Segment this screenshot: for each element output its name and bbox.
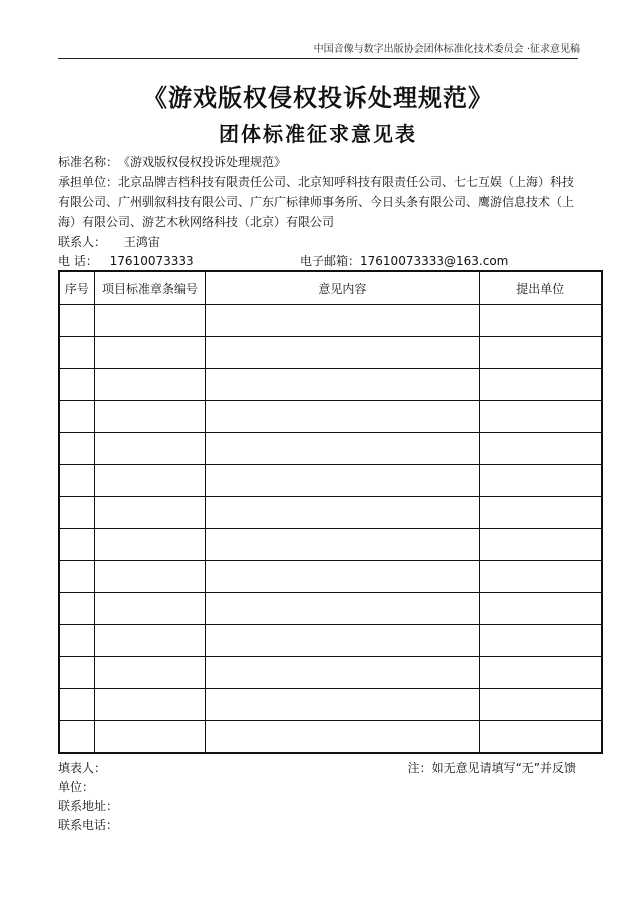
table-row: [59, 497, 602, 529]
opinion-cell[interactable]: [206, 625, 479, 657]
unit-cell[interactable]: [479, 497, 602, 529]
contact-label: 联系人：: [58, 235, 107, 249]
serial-cell[interactable]: [59, 305, 94, 337]
unit-cell[interactable]: [479, 689, 602, 721]
standard-name-line: [58, 152, 580, 172]
unit-cell[interactable]: [479, 657, 602, 689]
unit-cell[interactable]: [479, 369, 602, 401]
serial-cell[interactable]: [59, 497, 94, 529]
email-label: 电子邮箱：: [300, 254, 361, 268]
serial-cell[interactable]: [59, 593, 94, 625]
unit-cell[interactable]: [479, 433, 602, 465]
unit-cell[interactable]: [479, 561, 602, 593]
opinion-cell[interactable]: [206, 305, 479, 337]
table-row: [59, 625, 602, 657]
clause-cell[interactable]: [94, 657, 206, 689]
contact-line: [58, 233, 160, 251]
serial-cell[interactable]: [59, 561, 94, 593]
unit-cell[interactable]: [479, 465, 602, 497]
address-label: 联系地址：: [58, 799, 119, 813]
footer-note: 注：如无意见请填写“无”并反馈: [407, 761, 576, 775]
table-row: [59, 561, 602, 593]
clause-cell[interactable]: [94, 305, 206, 337]
table-row: [59, 401, 602, 433]
clause-cell[interactable]: [94, 401, 206, 433]
serial-cell[interactable]: [59, 529, 94, 561]
clause-cell[interactable]: [94, 625, 206, 657]
table-row: [59, 433, 602, 465]
contact-phone-label: 联系电话：: [58, 818, 119, 832]
serial-cell[interactable]: [59, 657, 94, 689]
address-line: [58, 797, 118, 815]
opinion-cell[interactable]: [206, 689, 479, 721]
clause-cell[interactable]: [94, 433, 206, 465]
serial-cell[interactable]: [59, 401, 94, 433]
table-row: [59, 593, 602, 625]
table-row: [59, 721, 602, 754]
table-row: [59, 305, 602, 337]
header-clause-number: 项目标准章条编号: [94, 271, 206, 305]
phone-line: [58, 252, 194, 270]
standard-name-label: 标准名称：: [58, 155, 119, 169]
table-row: [59, 529, 602, 561]
clause-cell[interactable]: [94, 369, 206, 401]
clause-cell[interactable]: [94, 337, 206, 369]
opinion-table: [58, 270, 603, 754]
serial-cell[interactable]: [59, 337, 94, 369]
filler-line: [58, 759, 106, 777]
serial-cell[interactable]: [59, 689, 94, 721]
unit-cell[interactable]: [479, 593, 602, 625]
unit-cell[interactable]: [479, 337, 602, 369]
opinion-cell[interactable]: [206, 593, 479, 625]
standard-name-value: 《游戏版权侵权投诉处理规范》: [118, 155, 287, 169]
table-row: [59, 337, 602, 369]
opinion-cell[interactable]: [206, 561, 479, 593]
header-submitting-unit: 提出单位: [479, 271, 602, 305]
serial-cell[interactable]: [59, 433, 94, 465]
contact-value: 王鸿宙: [123, 235, 160, 249]
email-value: 17610073333@163.com: [360, 254, 509, 268]
unit-cell[interactable]: [479, 721, 602, 754]
opinion-cell[interactable]: [206, 369, 479, 401]
serial-cell[interactable]: [59, 625, 94, 657]
unit-cell[interactable]: [479, 529, 602, 561]
opinion-cell[interactable]: [206, 337, 479, 369]
serial-cell[interactable]: [59, 721, 94, 754]
table-row: [59, 689, 602, 721]
document-subtitle: 团体标准征求意见表: [219, 122, 417, 146]
table-row: [59, 465, 602, 497]
opinion-cell[interactable]: [206, 433, 479, 465]
unit-cell[interactable]: [479, 625, 602, 657]
clause-cell[interactable]: [94, 561, 206, 593]
header-divider: [58, 58, 578, 59]
unit-line: [58, 778, 94, 796]
opinion-cell[interactable]: [206, 529, 479, 561]
header-serial: 序号: [59, 271, 94, 305]
header-opinion-content: 意见内容: [206, 271, 479, 305]
opinion-cell[interactable]: [206, 497, 479, 529]
opinion-cell[interactable]: [206, 401, 479, 433]
clause-cell[interactable]: [94, 465, 206, 497]
drafting-units-line: [58, 172, 580, 232]
unit-cell[interactable]: [479, 305, 602, 337]
clause-cell[interactable]: [94, 529, 206, 561]
clause-cell[interactable]: [94, 593, 206, 625]
opinion-cell[interactable]: [206, 465, 479, 497]
email-line: [300, 252, 508, 270]
table-row: [59, 369, 602, 401]
clause-cell[interactable]: [94, 689, 206, 721]
unit-label: 单位：: [58, 780, 95, 794]
serial-cell[interactable]: [59, 369, 94, 401]
clause-cell[interactable]: [94, 497, 206, 529]
drafting-units-label: 承担单位：: [58, 175, 119, 189]
unit-cell[interactable]: [479, 401, 602, 433]
opinion-cell[interactable]: [206, 657, 479, 689]
contact-phone-line: [58, 816, 118, 834]
header-note: 中国音像与数字出版协会团体标准化技术委员会 ·征求意见稿: [313, 44, 580, 55]
table-row: [59, 657, 602, 689]
table-body: [59, 305, 602, 754]
table-header-row: [59, 271, 602, 305]
clause-cell[interactable]: [94, 721, 206, 754]
opinion-cell[interactable]: [206, 721, 479, 754]
drafting-units-value: 北京品牌吉档科技有限责任公司、北京知呼科技有限责任公司、七七互娱（上海）科技有限公司、广州驯叙科技有限公司、广东广标律师事务所、今日头条有限公司、鹰游信息技术（上海）有限公司、游艺木秋网络科技（北京）有限公司: [58, 175, 575, 229]
phone-value: 17610073333: [109, 254, 194, 268]
filler-label: 填表人：: [58, 761, 107, 775]
phone-label: 电 话：: [58, 254, 98, 268]
serial-cell[interactable]: [59, 465, 94, 497]
document-title: 《游戏版权侵权投诉处理规范》: [143, 83, 493, 112]
